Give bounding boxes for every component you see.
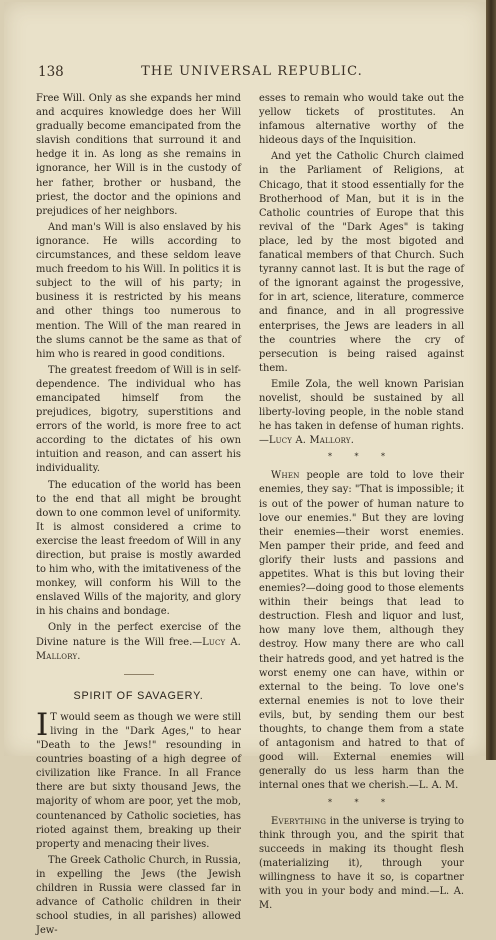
section-separator: * * *	[327, 797, 396, 807]
paragraph	[36, 706, 241, 852]
paragraph	[36, 621, 241, 663]
section-rule	[124, 674, 154, 675]
paragraph	[259, 815, 464, 914]
author-signature: Lucy A. Mallory.	[36, 636, 241, 662]
running-head: THE UNIVERSAL REPUBLIC.	[141, 64, 363, 79]
paragraph-text: Emile Zola, the well known Parisian novelist, should be sustained by all liberty-loving people, in the noble stand he has taken in defense of human rights.—	[259, 378, 464, 447]
paragraph	[259, 469, 464, 793]
paragraph: Free Will. Only as she expands her mind and acquires knowledge does her Will gradually become emancipated from the slavish conditions that surround it and hedge it in. As long as she remains in ignorance, her Will is in the custody of her father, brother or husband, the priest, the doctor and the opinions and prejudices of her neighbors.	[36, 93, 241, 217]
drop-cap: I	[36, 706, 49, 743]
paragraph-text: in the universe is trying to think through you, and the spirit that succeeds in making its thought flesh (materializing it), through your willingness to have it so, is copartner with you in your body and mind.—L. A. M.	[259, 815, 464, 912]
author-signature: Lucy A. Mallory.	[268, 435, 355, 447]
left-column	[36, 92, 241, 940]
paragraph-text: T would seem as though we were still living in the "Dark Ages," to hear "Death to the Jews!" resounding in countries boasting of a high degree of civilization like France. In all France there are but sixty thousand Jews, the majority of whom are poor, yet the mob, countenanced by Catholic societies, has rioted against them, breaking up their property and menacing their lives.	[36, 711, 241, 850]
paragraph: The Greek Catholic Church, in Russia, in expelling the Jews (the Jewish children in Russia were classed far in advance of Catholic children in their school studies, in all parishes) allowed Jew-	[36, 854, 241, 937]
paragraph: And yet the Catholic Church claimed in the Parliament of Religions, at Chicago, that it stood essentially for the Brotherhood of Man, but it is in the Catholic countries of Europe that this revival of the "Dark Ages" is taking place, led by the most bigoted and fanatical members of that Church. Such tyranny cannot last. It is but the rage of of the ignorant against the progessive, for in art, science, literature, commerce and finance, and in all progressive enterprises, the Jews are leaders in all the countries where the cry of persecution is being raised against them.	[259, 151, 464, 374]
paragraph: The education of the world has been to the end that all might be brought down to one common level of uniformity. It is almost considered a crime to exercise the least freedom of Will in any direction, but praise is mostly awarded to him who, with the imitativeness of the monkey, will conform his Will to the enslaved Wills of the majority, and glory in his chains and bondage.	[36, 479, 241, 618]
paragraph	[259, 378, 464, 448]
paragraph-text: Only in the perfect exercise of the Divine nature is the Will free.—	[36, 622, 241, 648]
paragraph: esses to remain who would take out the yellow tickets of prostitutes. An infamous alternative worthy of the hideous days of the Inquisition.	[259, 93, 464, 147]
paragraph-text: people are told to love their enemies, they say: "That is impossible; it is out of the power of human nature to love our enemies." But they are loving their enemies—their worst enemies. Men pamper their pride, and feed and glorify their lusts and passions and appetites. What is this but loving their enemies?—doing good to those elements within their beings that lead to destruction. Flesh and liquor and lust, how many love them, although they destroy. How many there are who call their hatreds good, and yet hatred is the worst enemy one can have, within or external to the being. To love one's external enemies is not to love their evils, but, by sending them our best thoughts, to change them from a state of antagonism and hatred to that of good will. External enemies will generally do us less harm than the internal ones that we cherish.—L. A. M.	[259, 470, 464, 792]
book-page	[4, 2, 486, 937]
book-spine	[486, 0, 496, 760]
paragraph-lead-word: Everything	[271, 815, 327, 827]
page-number: 138	[38, 64, 64, 80]
paragraph: And man's Will is also enslaved by his ignorance. He wills according to circumstances, and these seldom leave much freedom to his Will. In politics it is subject to the will of his party; in business it is restricted by his means and other things too numerous to mention. The Will of the man reared in the slums cannot be the same as that of him who is reared in good conditions.	[36, 221, 241, 360]
article-title: SPIRIT OF SAVAGERY.	[73, 689, 204, 702]
paragraph: The greatest freedom of Will is in self-dependence. The individual who has emancipated himself from the prejudices, bigotry, superstitions and errors of the world, is more free to act according to the dictates of his own intuition and reason, and can assert his individuality.	[36, 364, 241, 475]
paragraph-lead-word: When	[271, 470, 300, 482]
right-column	[259, 92, 464, 915]
page-header	[38, 64, 466, 86]
section-separator: * * *	[327, 452, 396, 462]
